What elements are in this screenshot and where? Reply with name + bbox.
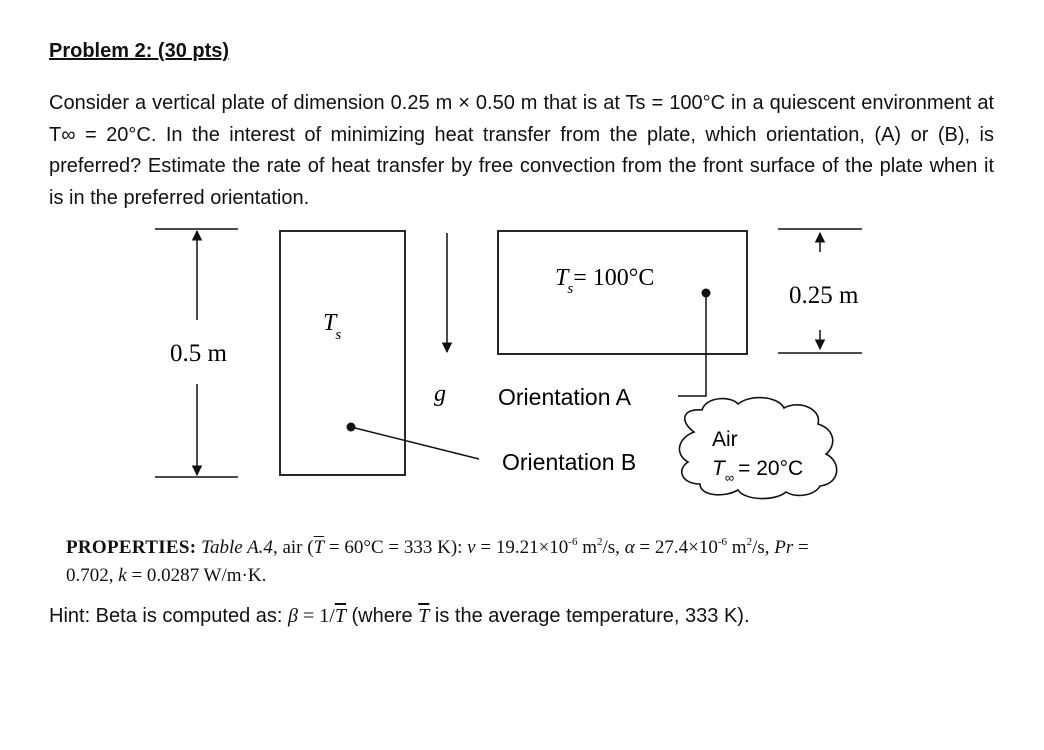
kinematic-viscosity-symbol: ν [467, 537, 476, 558]
beta-symbol: β [288, 605, 298, 627]
mean-temperature-symbol: $\overline{T}$ [313, 537, 325, 558]
prandtl-symbol: Pr [774, 537, 794, 558]
prandtl-value: 0.702, [66, 565, 114, 586]
problem-statement: Consider a vertical plate of dimension 0.25 m × 0.50 m that is at Ts = 100°C in a quiescent environment at T∞ = 20°C. In the interest of minimizing heat transfer from the plate, which orientation, (A) or (B), is preferred? Estimate the rate of heat transfer by free convection from the front surface of the plate when it is in the preferred orientation. [49, 92, 994, 209]
properties-label: PROPERTIES: [66, 537, 197, 558]
plate-orientation-b [280, 231, 405, 475]
hint-line: Hint: Beta is computed as: $\beta = 1/\overline{T}$ (where $\overline{T}$ is the average temperature, 333 K). [49, 605, 750, 627]
plate-b-ts-label: Ts [323, 310, 342, 343]
air-cloud [679, 398, 836, 499]
height-label: 0.5 m [170, 340, 227, 367]
orientation-a-label: Orientation A [498, 384, 631, 410]
air-label: Air [712, 428, 738, 451]
hint-where-tbar: $\overline{T}$ [418, 605, 430, 627]
properties-source: Table A.4 [201, 537, 273, 558]
hint-tbar: $\overline{T}$ [334, 605, 346, 627]
plate-a-ts-label: Ts= 100°C [555, 265, 655, 297]
orientation-b-label: Orientation B [502, 449, 637, 475]
problem-title: Problem 2: (30 pts) [49, 40, 230, 62]
properties-block: PROPERTIES: Table A.4, air ($\overline{T} = 60^\circ C = 333$ K): $\nu = 19.21\times 10^{-6}$ $m^2/s$, $\alpha = 27.4\times 10^{-6}$ $m^2/s$, Pr = 0.702, k = 0.0287 W/m·K. [66, 536, 809, 586]
gravity-label: g [434, 381, 446, 407]
thermal-diffusivity-symbol: α [624, 537, 635, 558]
width-label: 0.25 m [789, 282, 859, 309]
air-temperature-label: $T_\infty = 20^\circ C$ [712, 457, 804, 485]
conductivity-symbol: k [118, 565, 127, 586]
